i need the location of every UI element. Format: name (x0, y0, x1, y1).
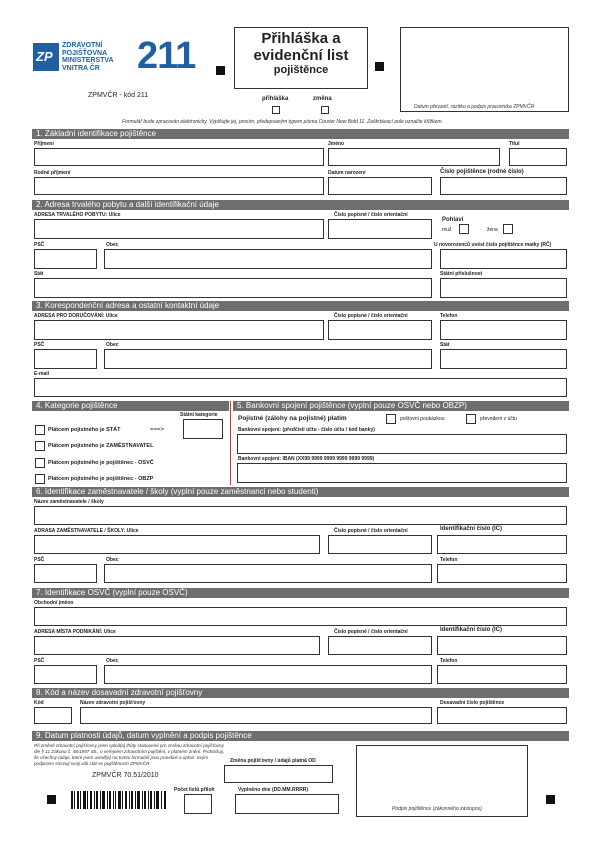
section-7-title: 7. Identifikace OSVČ (vyplní pouze OSVČ) (36, 588, 188, 597)
osvc-cislo-popisne-field[interactable] (328, 636, 432, 655)
zam-ic-field[interactable] (437, 535, 567, 554)
section-6-header (32, 487, 569, 497)
section-9-header (32, 731, 569, 741)
kategorie-obzp-checkbox[interactable] (35, 474, 45, 484)
statni-prislusnost-label: Státní příslušnost (440, 271, 483, 277)
section-2-title: 2. Adresa trvalého pobytu a další identifikační údaje (36, 200, 219, 209)
logo-line-4: VNITRA ČR (62, 64, 100, 72)
statni-kategorie-label: Státní kategorie (180, 412, 218, 418)
adresa-dorucovani-field[interactable] (34, 320, 324, 340)
option-zmena-checkbox[interactable] (321, 106, 329, 114)
kategorie-obzp-label: Plátcem pojistného je pojištěnec - OBZP (48, 476, 154, 482)
osvc-adresa-field[interactable] (34, 636, 320, 655)
cislo-pojistence-field[interactable] (440, 177, 567, 195)
nazev-pojistovny-field[interactable] (80, 707, 432, 724)
zam-obec-label: Obec (106, 557, 119, 563)
stat-field[interactable] (34, 278, 432, 298)
kor-telefon-label: Telefon (440, 313, 458, 319)
osvc-ic-label: Identifikační číslo (IČ) (440, 627, 503, 633)
cislo-popisne-field[interactable] (328, 219, 432, 239)
osvc-obec-label: Obec (106, 658, 119, 664)
option-prihlaska-checkbox[interactable] (272, 106, 280, 114)
obchodni-jmeno-field[interactable] (34, 607, 567, 626)
zam-telefon-label: Telefon (440, 557, 458, 563)
muz-label: muž (442, 227, 452, 233)
logo-line-3: MINISTERSTVA (62, 57, 114, 64)
kor-psc-label: PSČ (34, 342, 45, 348)
section-1-title: 1. Základní identifikace pojištěnce (36, 129, 157, 138)
zam-psc-label: PSČ (34, 557, 45, 563)
zam-cislo-popisne-label: Číslo popisné / číslo orientační (334, 528, 408, 534)
osvc-cislo-popisne-label: Číslo popisné / číslo orientační (334, 629, 408, 635)
zena-label: žena (487, 227, 498, 233)
pocet-priloh-label: Počet listů příloh (174, 787, 215, 793)
logo-mark-text: ZP (36, 49, 53, 64)
prevod-label: převodem z účtu (480, 416, 517, 422)
kor-cislo-popisne-label: Číslo popisné / číslo orientační (334, 313, 408, 319)
datum-narozeni-field[interactable] (328, 177, 432, 195)
kod-pojistovny-label: Kód (34, 700, 44, 706)
dosavadni-cislo-field[interactable] (437, 707, 567, 724)
kor-stat-field[interactable] (440, 349, 567, 369)
corner-mark-icon (216, 66, 225, 75)
zamestnavatel-nazev-label: Název zaměstnavatele / školy (34, 499, 104, 505)
declaration-text: Při změně zdravotní pojišťovny jsem splnil(a) lhůty stanovené pro změnu zdravotní pojišťovny dle § 11 Zákona č. 48/1997 Sb., o veřejném zdravotním pojištění, v platném znění. Prohlašuji, že všechny údaje, které jsem uvedl(a) na tomto formuláři jsou pravdivé a úplné. Svým podpisem stvrzuji svoji vůli stát se pojištěncem ZPMVČR. (34, 743, 225, 766)
section-5-title: 5. Bankovní spojení pojištěnce (vyplní pouze OSVČ nebo OBZP) (237, 401, 467, 410)
section-9-title: 9. Datum platnosti údajů, datum vyplnění a podpis pojištěnce (36, 731, 252, 740)
dosavadni-cislo-label: Dosavadní číslo pojištěnce (440, 700, 505, 706)
section-3-title: 3. Korespondenční adresa a ostatní kontaktní údaje (36, 301, 220, 310)
barcode-icon (71, 791, 167, 809)
option-zmena-label: změna (313, 96, 332, 102)
corner-mark-icon (546, 795, 555, 804)
zam-obec-field[interactable] (104, 564, 432, 583)
jmeno-label: Jméno (328, 141, 345, 147)
kor-psc-field[interactable] (34, 349, 97, 369)
nazev-pojistovny-label: Název zdravotní pojišťovny (80, 700, 146, 706)
kategorie-osvc-label: Plátcem pojistného je pojištěnec - OSVČ (48, 460, 154, 466)
section-7-header (32, 588, 569, 598)
title-line-1: Přihláška a (261, 30, 341, 47)
titul-label: Titul (509, 141, 520, 147)
zam-telefon-field[interactable] (437, 564, 567, 583)
stat-label: Stát (34, 271, 44, 277)
stamp-box[interactable] (400, 27, 569, 112)
kor-stat-label: Stát (440, 342, 450, 348)
adresa-dorucovani-label: ADRESA PRO DORUČOVÁNÍ: Ulice (34, 313, 118, 319)
bank-iban-field[interactable] (237, 463, 567, 483)
adresa-pobytu-field[interactable] (34, 219, 324, 239)
obchodni-jmeno-label: Obchodní jméno (34, 600, 74, 606)
zmena-od-label: Změna pojišťovny / údajů platná OD (230, 758, 316, 764)
option-prihlaska-label: přihláška (262, 96, 289, 102)
form-title-box (234, 27, 368, 89)
kor-cislo-popisne-field[interactable] (328, 320, 432, 340)
vyplneno-label: Vyplněno dne (DD.MM.RRRR) (238, 787, 309, 793)
jmeno-field[interactable] (328, 148, 500, 166)
section-8-title: 8. Kód a název dosavadní zdravotní pojišťovny (36, 688, 203, 697)
cislo-popisne-label: Číslo popisné / číslo orientační (334, 212, 408, 218)
prijmeni-label: Příjmení (34, 141, 54, 147)
podpis-caption: Podpis pojištěnce (zákonného zástupce) (392, 806, 482, 812)
zamestnavatel-adresa-label: ADRASA ZAMĚSTNAVATELE / ŠKOLY: Ulice (34, 528, 139, 534)
arrow-label: ===> (150, 427, 165, 433)
section-4-header (32, 401, 229, 411)
novorozenec-field[interactable] (440, 249, 567, 269)
section-3-header (32, 301, 569, 311)
osvc-psc-field[interactable] (34, 665, 97, 684)
zam-psc-field[interactable] (34, 564, 97, 583)
email-field[interactable] (34, 378, 567, 397)
zena-checkbox[interactable] (503, 224, 513, 234)
obec-label: Obec (106, 242, 119, 248)
kategorie-stat-label: Plátcem pojistného je STÁT (48, 427, 121, 433)
zam-cislo-popisne-field[interactable] (328, 535, 432, 554)
rodne-prijmeni-label: Rodné příjmení (34, 170, 71, 176)
bank-iban-label: Bankovní spojení: IBAN (XX99 9999 9999 9999 9999 9999) (238, 456, 375, 462)
section-6-title: 6. Identifikace zaměstnavatele / školy (vyplní pouze zaměstnanci nebo studenti) (36, 487, 319, 496)
psc-label: PSČ (34, 242, 45, 248)
osvc-obec-field[interactable] (104, 665, 432, 684)
prijmeni-field[interactable] (34, 148, 324, 166)
statni-kategorie-field[interactable] (183, 419, 223, 439)
rodne-prijmeni-field[interactable] (34, 177, 324, 195)
kategorie-zamestnavatel-checkbox[interactable] (35, 441, 45, 451)
corner-mark-icon (47, 795, 56, 804)
poukazka-label: poštovní poukázkou (400, 416, 445, 422)
zmena-od-field[interactable] (224, 765, 333, 783)
novorozenec-label: U novorozenců uvést číslo pojištěnce matky (RČ) (434, 242, 552, 248)
osvc-adresa-label: ADRESA MÍSTA PODNIKÁNÍ: Ulice (34, 629, 116, 635)
muz-checkbox[interactable] (459, 224, 469, 234)
logo-line-1: ZDRAVOTNÍ (62, 42, 103, 49)
logo-number: 211 (137, 35, 196, 77)
kor-telefon-field[interactable] (440, 320, 567, 340)
pocet-priloh-field[interactable] (184, 794, 212, 814)
zamestnavatel-adresa-field[interactable] (34, 535, 320, 554)
section-2-header (32, 200, 569, 210)
section-5-header (233, 401, 569, 411)
logo-mark-icon (33, 43, 59, 71)
bank-ucet-field[interactable] (237, 434, 567, 454)
pohlavi-label: Pohlaví (442, 217, 464, 223)
psc-field[interactable] (34, 249, 97, 269)
poukazka-checkbox[interactable] (386, 414, 396, 424)
platim-label: Pojistné (zálohy na pojistné) platím (238, 415, 347, 422)
section-8-header (32, 688, 569, 698)
prevod-checkbox[interactable] (466, 414, 476, 424)
section-4-title: 4. Kategorie pojištěnce (36, 401, 118, 410)
section-1-header (32, 129, 569, 139)
instructions: Formulář bude zpracován elektronicky. Vyplňujte jej, prosím, předepsaným typem písma Courier New Bold 11. Zaškrtávací pole označte křížkem. (122, 119, 443, 125)
title-line-2: evidenční list (253, 47, 349, 64)
kategorie-zamestnavatel-label: Plátcem pojistného je ZAMĚSTNAVATEL (48, 443, 154, 449)
kategorie-stat-checkbox[interactable] (35, 425, 45, 435)
cislo-pojistence-label: Číslo pojištěnce (rodné číslo) (440, 169, 524, 175)
stamp-caption: Datum převzetí, razítko a podpis pracovníka ZPMVČR (414, 104, 535, 110)
osvc-psc-label: PSČ (34, 658, 45, 664)
form-code: ZPMVČR 70.51/2010 (92, 772, 159, 779)
vyplneno-field[interactable] (235, 794, 339, 814)
zam-ic-label: Identifikační číslo (IČ) (440, 526, 503, 532)
osvc-telefon-label: Telefon (440, 658, 458, 664)
adresa-pobytu-label: ADRESA TRVALÉHO POBYTU: Ulice (34, 212, 121, 218)
title-line-3: pojištěnce (273, 64, 329, 76)
kategorie-osvc-checkbox[interactable] (35, 458, 45, 468)
statni-prislusnost-field[interactable] (440, 278, 567, 298)
datum-narozeni-label: Datum narození (328, 170, 366, 176)
kor-obec-label: Obec (106, 342, 119, 348)
bank-ucet-label: Bankovní spojení: (předčíslí účtu - číslo účtu / kód banky) (238, 427, 375, 433)
osvc-telefon-field[interactable] (437, 665, 567, 684)
zamestnavatel-nazev-field[interactable] (34, 506, 567, 525)
obec-field[interactable] (104, 249, 432, 269)
kod-pojistovny-field[interactable] (34, 707, 72, 724)
section-divider (230, 401, 231, 485)
logo-line-2: POJIŠŤOVNA (62, 49, 108, 57)
corner-mark-icon (375, 62, 384, 71)
email-label: E-mail (34, 371, 50, 377)
titul-field[interactable] (509, 148, 567, 166)
osvc-ic-field[interactable] (437, 636, 567, 655)
kor-obec-field[interactable] (104, 349, 432, 369)
insurer-code: ZPMVČR - kód 211 (88, 92, 149, 99)
